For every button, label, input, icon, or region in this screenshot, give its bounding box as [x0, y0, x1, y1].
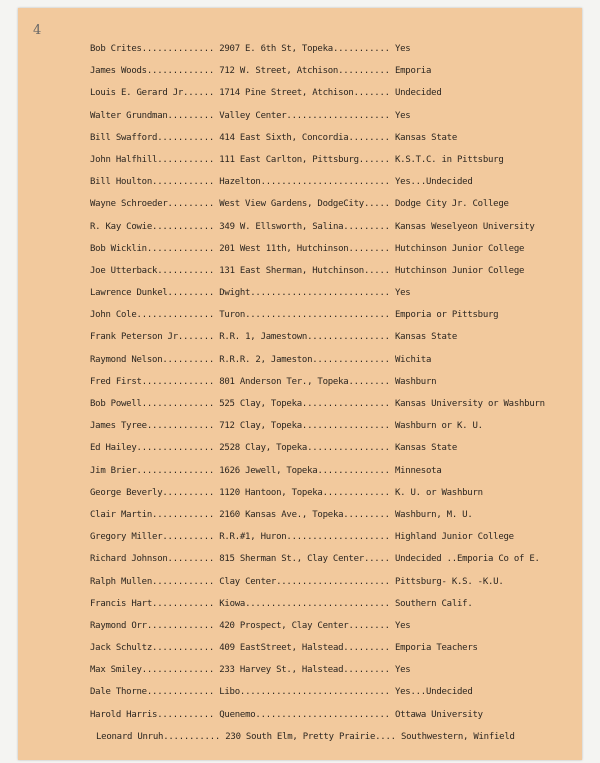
- list-item: [90, 532, 580, 554]
- student-address: 131 East Sherman, Hutchinson: [219, 265, 364, 276]
- list-item: [90, 377, 580, 399]
- list-item: [90, 88, 580, 110]
- leader-dots: .........: [167, 199, 220, 210]
- leader-dots: .........: [167, 288, 220, 299]
- list-item: [90, 177, 580, 199]
- leader-dots: ........: [348, 376, 395, 387]
- leader-dots: .............: [146, 620, 220, 631]
- student-address: 2907 E. 6th St, Topeka: [219, 44, 333, 54]
- student-plans: Kansas State: [394, 332, 458, 343]
- student-plans: Ottawa University: [394, 709, 483, 720]
- list-item: [90, 222, 580, 244]
- student-name: Lawrence Dunkel: [90, 288, 168, 299]
- student-address: Dwight: [219, 288, 251, 299]
- list-item: [90, 732, 580, 754]
- student-plans: Emporia: [394, 66, 432, 77]
- leader-dots: ............: [152, 598, 220, 609]
- student-plans: Yes: [394, 44, 411, 54]
- student-name: Max Smiley: [90, 665, 142, 676]
- leader-dots: ...............: [136, 465, 220, 476]
- list-item: [90, 488, 580, 510]
- student-plans: K. U. or Washburn: [394, 487, 483, 498]
- student-address: 801 Anderson Ter., Topeka: [219, 376, 349, 387]
- list-item: [90, 466, 580, 488]
- leader-dots: .............: [146, 243, 220, 254]
- student-address: 712 Clay, Topeka: [219, 421, 302, 432]
- student-plans: Emporia Teachers: [394, 643, 478, 654]
- list-item: [90, 665, 580, 687]
- leader-dots: .................: [301, 421, 395, 432]
- student-name: Dale Thorne: [90, 687, 147, 698]
- student-plans: Dodge City Jr. College: [394, 199, 509, 210]
- list-item: [90, 288, 580, 310]
- list-item: [90, 687, 580, 709]
- student-plans: Hutchinson Junior College: [394, 243, 525, 254]
- list-item: [90, 443, 580, 465]
- leader-dots: ............................: [245, 598, 395, 609]
- student-plans: Undecided: [394, 88, 442, 99]
- student-plans: Southern Calif.: [394, 598, 473, 609]
- leader-dots: .........: [343, 665, 395, 676]
- student-address: 349 W. Ellsworth, Salina: [219, 221, 344, 232]
- student-address: Kiowa: [219, 598, 246, 609]
- student-address: 1626 Jewell, Topeka: [219, 465, 318, 476]
- list-item: [90, 577, 580, 599]
- list-item: [90, 133, 580, 155]
- student-plans: Kansas University or Washburn: [394, 399, 545, 409]
- student-name: Wayne Schroeder: [90, 199, 168, 210]
- student-plans: Washburn: [394, 376, 437, 387]
- student-plans: K.S.T.C. in Pittsburg: [394, 154, 504, 165]
- leader-dots: .............................: [239, 687, 395, 698]
- student-name: John Halfhill: [90, 154, 158, 165]
- list-item: [90, 399, 580, 421]
- leader-dots: ............: [152, 643, 220, 654]
- leader-dots: ..........................: [255, 709, 395, 720]
- student-address: R.R.R. 2, Jameston: [219, 354, 313, 365]
- student-name: Clair Martin: [90, 509, 153, 520]
- leader-dots: ..............: [141, 44, 220, 54]
- leader-dots: ...............: [136, 443, 220, 454]
- leader-dots: .............: [146, 421, 220, 432]
- leader-dots: ................: [307, 443, 395, 454]
- list-item: [90, 244, 580, 266]
- leader-dots: ..........: [338, 66, 395, 77]
- leader-dots: ...........: [163, 731, 226, 742]
- leader-dots: ............: [152, 509, 220, 520]
- leader-dots: .........: [343, 221, 395, 232]
- leader-dots: .....: [363, 199, 395, 210]
- student-address: Hazelton: [219, 177, 261, 188]
- leader-dots: ...........: [157, 709, 220, 720]
- list-item: [90, 554, 580, 576]
- student-address: 815 Sherman St., Clay Center: [219, 554, 364, 565]
- leader-dots: ...........................: [250, 288, 395, 299]
- list-item: [90, 310, 580, 332]
- list-item: [90, 155, 580, 177]
- student-address: 1714 Pine Street, Atchison: [219, 88, 354, 99]
- student-plans: Hutchinson Junior College: [394, 265, 525, 276]
- leader-dots: ............: [152, 576, 220, 587]
- list-item: [90, 266, 580, 288]
- student-name: Louis E. Gerard Jr.: [90, 88, 189, 99]
- student-name: Leonard Unruh: [96, 731, 164, 742]
- student-address: Libo: [219, 687, 240, 698]
- leader-dots: ....................: [286, 110, 395, 121]
- student-name: Richard Johnson: [90, 554, 168, 565]
- student-name: Bob Crites: [90, 44, 142, 54]
- student-plans: Washburn, M. U.: [394, 509, 473, 520]
- student-address: 414 East Sixth, Concordia: [219, 132, 349, 143]
- student-address: West View Gardens, DodgeCity: [219, 199, 364, 210]
- student-address: 1120 Hantoon, Topeka: [219, 487, 323, 498]
- student-name: Fred First: [90, 376, 142, 387]
- leader-dots: .........: [167, 110, 220, 121]
- student-address: Clay Center: [219, 576, 277, 587]
- student-name: Harold Harris: [90, 709, 158, 720]
- student-name: Bob Wicklin: [90, 243, 147, 254]
- leader-dots: ..............: [141, 665, 220, 676]
- leader-dots: ......: [183, 332, 220, 343]
- leader-dots: ......................: [276, 576, 395, 587]
- student-plans: Southwestern, Winfield: [400, 731, 515, 742]
- student-plans: Kansas State: [394, 443, 458, 454]
- student-plans: Yes...Undecided: [394, 177, 473, 188]
- student-name: Jack Schultz: [90, 643, 153, 654]
- leader-dots: ................: [307, 332, 395, 343]
- student-name: R. Kay Cowie: [90, 221, 153, 232]
- leader-dots: ........: [348, 620, 395, 631]
- student-name: John Cole: [90, 310, 137, 321]
- list-item: [90, 710, 580, 732]
- leader-dots: ...........: [157, 132, 220, 143]
- list-item: [90, 510, 580, 532]
- student-name: Jim Brier: [90, 465, 137, 476]
- student-name: Ed Hailey: [90, 443, 137, 454]
- leader-dots: ..............: [141, 376, 220, 387]
- leader-dots: .............: [322, 487, 395, 498]
- list-item: [90, 421, 580, 443]
- list-item: [90, 643, 580, 665]
- student-name: Gregory Miller: [90, 532, 163, 543]
- student-address: 2160 Kansas Ave., Topeka: [219, 509, 344, 520]
- student-name: Francis Hart: [90, 598, 153, 609]
- leader-dots: ......: [358, 154, 395, 165]
- student-plans: Pittsburg- K.S. -K.U.: [394, 576, 504, 587]
- leader-dots: ..............: [141, 399, 220, 409]
- list-item: [90, 355, 580, 377]
- leader-dots: ............: [152, 221, 220, 232]
- student-plans: Wichita: [394, 354, 432, 365]
- leader-dots: .................: [301, 399, 395, 409]
- student-address: Quenemo: [219, 709, 256, 720]
- student-address: 712 W. Street, Atchison: [219, 66, 339, 77]
- student-plans: Emporia or Pittsburg: [394, 310, 499, 321]
- student-address: 233 Harvey St., Halstead: [219, 665, 344, 676]
- document-page: [18, 8, 582, 760]
- student-plans: Minnesota: [394, 465, 442, 476]
- student-address: 2528 Clay, Topeka: [219, 443, 308, 454]
- student-name: Bob Powell: [90, 399, 142, 409]
- student-address: 420 Prospect, Clay Center: [219, 620, 349, 631]
- leader-dots: ...........: [157, 154, 220, 165]
- student-name: Bill Swafford: [90, 132, 158, 143]
- leader-dots: .........: [167, 554, 220, 565]
- leader-dots: ..............: [317, 465, 395, 476]
- leader-dots: ...............: [136, 310, 220, 321]
- list-item: [90, 44, 580, 66]
- student-plans: Highland Junior College: [394, 532, 514, 543]
- leader-dots: ............................: [245, 310, 395, 321]
- list-item: [90, 111, 580, 133]
- leader-dots: .............: [146, 687, 220, 698]
- student-name: James Tyree: [90, 421, 147, 432]
- student-name: Joe Utterback: [90, 265, 158, 276]
- student-plans: Yes: [394, 110, 411, 121]
- student-plans: Yes: [394, 620, 411, 631]
- leader-dots: .....: [363, 554, 395, 565]
- student-name: Raymond Nelson: [90, 354, 163, 365]
- student-name: Ralph Mullen: [90, 576, 153, 587]
- student-address: 201 West 11th, Hutchinson: [219, 243, 349, 254]
- student-name: George Beverly: [90, 487, 163, 498]
- leader-dots: .......: [353, 88, 395, 99]
- student-name: Walter Grundman: [90, 110, 168, 121]
- student-address: 525 Clay, Topeka: [219, 399, 302, 409]
- student-address: 409 EastStreet, Halstead: [219, 643, 344, 654]
- student-address: R.R.#1, Huron: [219, 532, 287, 543]
- list-item: [90, 332, 580, 354]
- student-plans: Kansas State: [394, 132, 458, 143]
- student-address: 111 East Carlton, Pittsburg: [219, 154, 359, 165]
- leader-dots: ....................: [286, 532, 395, 543]
- student-name: Bill Houlton: [90, 177, 153, 188]
- list-item: [90, 199, 580, 221]
- student-plans: Yes: [394, 665, 411, 676]
- list-item: [90, 599, 580, 621]
- student-name: Raymond Orr: [90, 620, 147, 631]
- leader-dots: ........: [348, 243, 395, 254]
- student-address: Valley Center: [219, 110, 287, 121]
- leader-dots: ........: [348, 132, 395, 143]
- student-plans: Washburn or K. U.: [394, 421, 483, 432]
- page-number-mark: 4: [33, 23, 42, 38]
- student-address: R.R. 1, Jamestown: [219, 332, 308, 343]
- leader-dots: .............: [146, 66, 220, 77]
- list-item: [90, 621, 580, 643]
- leader-dots: ...............: [312, 354, 395, 365]
- leader-dots: .........................: [260, 177, 395, 188]
- student-plans: Kansas Weselyeon University: [394, 221, 535, 232]
- leader-dots: ..........: [162, 487, 220, 498]
- student-list: [90, 44, 580, 754]
- list-item: [90, 66, 580, 88]
- leader-dots: ...........: [157, 265, 220, 276]
- leader-dots: ............: [152, 177, 220, 188]
- student-name: James Woods: [90, 66, 147, 77]
- leader-dots: ..........: [162, 532, 220, 543]
- leader-dots: ....: [375, 731, 401, 742]
- leader-dots: .....: [363, 265, 395, 276]
- leader-dots: .........: [343, 509, 395, 520]
- leader-dots: ...........: [332, 44, 395, 54]
- student-plans: Yes...Undecided: [394, 687, 473, 698]
- student-name: Frank Peterson Jr.: [90, 332, 184, 343]
- leader-dots: ..........: [162, 354, 220, 365]
- student-address: Turon: [219, 310, 246, 321]
- student-plans: Yes: [394, 288, 411, 299]
- leader-dots: .....: [188, 88, 220, 99]
- student-plans: Undecided ..Emporia Co of E.: [394, 554, 540, 565]
- student-address: 230 South Elm, Pretty Prairie: [225, 731, 376, 742]
- leader-dots: .........: [343, 643, 395, 654]
